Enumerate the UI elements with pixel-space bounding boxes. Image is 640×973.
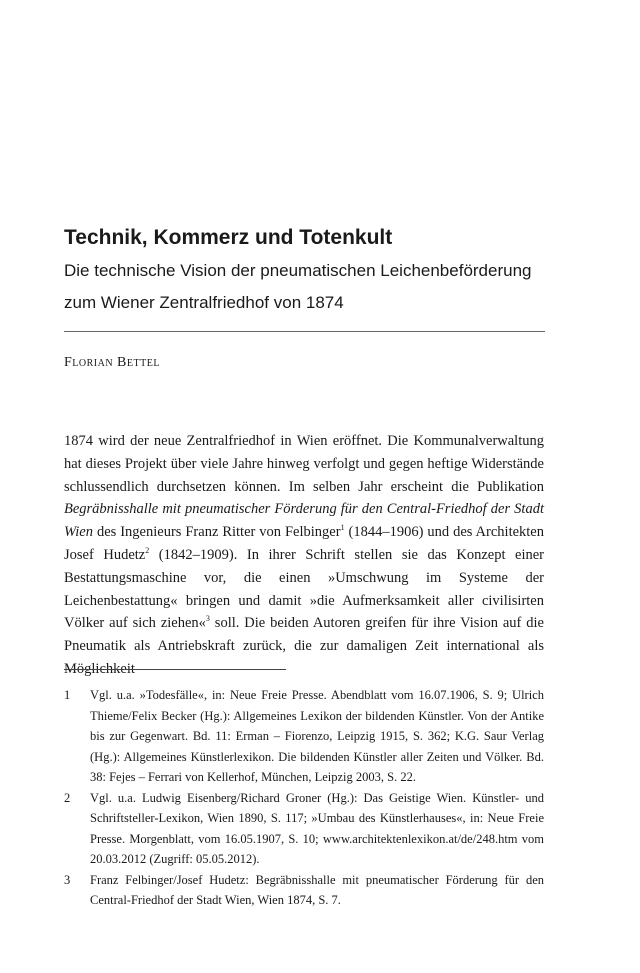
footnote-text: Vgl. u.a. »Todesfälle«, in: Neue Freie Presse. Abendblatt vom 16.07.1906, S. 9; Ulrich Thieme/Felix Becker (Hg.): Allgemeines Lexikon der bildenden Künstler. Von der Antike bis zur Gegenwart. Bd. 11: Erman – Fiorenzo, Leipzig 1915, S. 362; K.G. Saur Verlag (Hg.): Allgemeines Künstlerlexikon. Die bildenden Künstler aller Zeiten und Völker. Bd. 38: Fejes – Ferrari von Kellerhof, München, Leipzig 2003, S. 22.	[90, 688, 544, 784]
chapter-subtitle-line-2: zum Wiener Zentralfriedhof von 1874	[64, 293, 344, 312]
chapter-title: Technik, Kommerz und Totenkult	[64, 226, 393, 249]
footnote-text: Franz Felbinger/Josef Hudetz: Begräbnisshalle mit pneumatischer Förderung für den Central-Friedhof der Stadt Wien, Wien 1874, S. 7.	[90, 872, 544, 907]
footnote-divider	[64, 669, 286, 670]
body-text-2: des Ingenieurs Franz Ritter von Felbinger	[93, 524, 341, 541]
footnote-1	[64, 685, 544, 788]
footnote-number: 2	[64, 790, 71, 805]
footnote-text: Vgl. u.a. Ludwig Eisenberg/Richard Groner (Hg.): Das Geistige Wien. Künstler- und Schriftsteller-Lexikon, Wien 1890, S. 117; »Umbau des Künstlerhauses«, in: Neue Freie Presse. Morgenblatt, vom 16.05.1907, S. 10; www.architektenlexikon.at/de/248.htm vom 20.03.2012 (Zugriff: 05.05.2012).	[90, 790, 544, 866]
publication-title: Begräbnisshalle mit pneumatischer Förderung für den Central-Friedhof der Stadt Wien	[64, 501, 544, 541]
body-text-1: 1874 wird der neue Zentralfriedhof in Wien eröffnet. Die Kommunalverwaltung hat dieses Projekt über viele Jahre hinweg verfolgt und gegen heftige Widerstände schlussendlich durchsetzen können. Im selben Jahr erscheint die Publikation	[64, 433, 544, 495]
footnote-ref-1[interactable]: 1	[340, 523, 345, 533]
body-text-3: (1844–1906) und des Architekten Josef Hudetz	[64, 524, 544, 563]
body-text-4: (1842–1909). In ihrer Schrift stellen sie das Konzept einer Bestattungsmaschine vor, die einen »Umschwung im Systeme der Leichenbestattung« bringen und damit »die Aufmerksamkeit aller civilisirten Völker auf sich ziehen«	[64, 546, 545, 632]
author-name: Florian Bettel	[64, 355, 160, 370]
footnotes	[64, 685, 544, 911]
footnote-ref-3[interactable]: 3	[205, 614, 210, 624]
body-text-5: soll. Die beiden Autoren greifen für ihre Vision auf die Pneumatik als Antriebskraft zurück, die zur damaligen Zeit international als Möglichkeit	[64, 615, 544, 677]
chapter-subtitle-line-1: Die technische Vision der pneumatischen Leichenbeförderung	[64, 261, 532, 280]
body-paragraph	[64, 430, 544, 681]
footnote-2	[64, 788, 544, 870]
footnote-3	[64, 870, 544, 911]
footnote-number: 1	[64, 688, 71, 702]
title-divider	[64, 331, 545, 332]
footnote-number: 3	[64, 872, 71, 887]
footnote-ref-2[interactable]: 2	[145, 546, 150, 556]
